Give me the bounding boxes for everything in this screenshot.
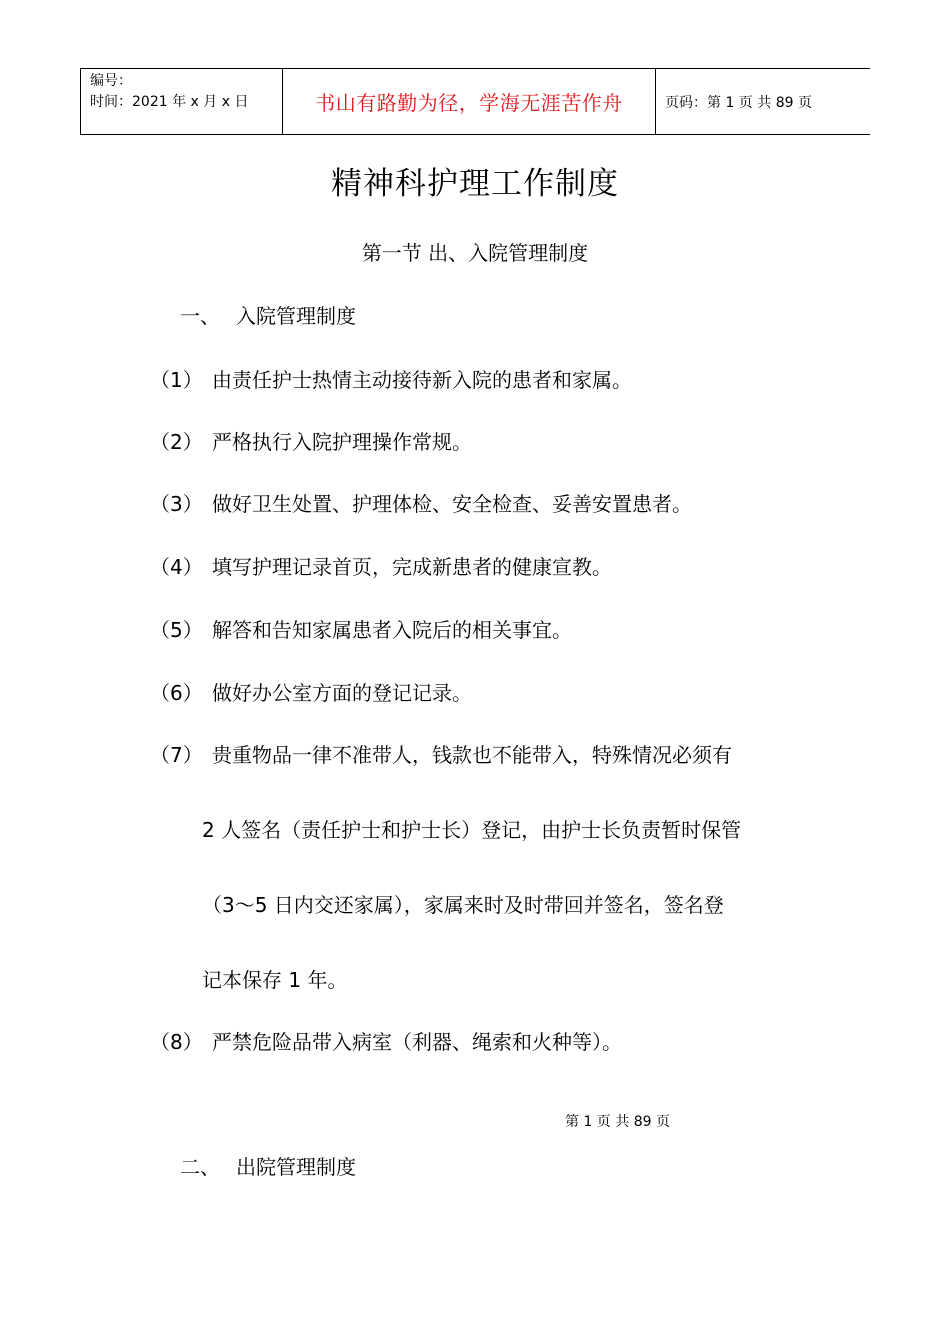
heading-text: 入院管理制度: [236, 304, 356, 328]
time-label: 时间：2021 年 x 月 x 日: [90, 94, 249, 110]
item-text: 由责任护士热情主动接待新入院的患者和家属。: [212, 368, 632, 392]
item-continuation-line: 记本保存 1 年。: [202, 968, 348, 992]
header-meta-cell: [81, 69, 283, 134]
heading-admission: [180, 301, 356, 331]
item-number: （2）: [150, 430, 203, 454]
heading-number: 二、: [180, 1155, 220, 1179]
header-page-cell: [656, 69, 870, 134]
item-text: 解答和告知家属患者入院后的相关事宜。: [212, 618, 572, 642]
item-number: （5）: [150, 618, 203, 642]
item-text: 严禁危险品带入病室（利器、绳索和火种等）。: [212, 1030, 622, 1054]
list-item: [150, 740, 732, 770]
page-footer: 第 1 页 共 89 页: [565, 1114, 670, 1130]
list-item: [150, 365, 632, 395]
document-title: 精神科护理工作制度: [331, 166, 619, 202]
document-header: [80, 68, 870, 135]
heading-discharge: [180, 1152, 356, 1182]
item-text: 贵重物品一律不准带人，钱款也不能带入，特殊情况必须有: [212, 743, 732, 767]
item-number: （1）: [150, 368, 203, 392]
list-item: [150, 427, 472, 457]
item-number: （3）: [150, 492, 203, 516]
item-continuation-line: （3～5 日内交还家属），家属来时及时带回并签名，签名登: [202, 893, 724, 917]
item-number: （6）: [150, 681, 203, 705]
item-text: 做好办公室方面的登记记录。: [212, 681, 472, 705]
item-text: 填写护理记录首页，完成新患者的健康宣教。: [212, 555, 612, 579]
list-item: [150, 615, 572, 645]
section-title: 第一节 出、入院管理制度: [361, 241, 589, 265]
number-label: 编号：: [90, 73, 132, 89]
item-continuation-line: 2 人签名（责任护士和护士长）登记，由护士长负责暂时保管: [202, 818, 742, 842]
item-number: （4）: [150, 555, 203, 579]
item-number: （7）: [150, 743, 203, 767]
heading-number: 一、: [180, 304, 220, 328]
header-motto-cell: [283, 69, 656, 134]
list-item: [150, 678, 472, 708]
list-item: [150, 489, 692, 519]
item-text: 做好卫生处置、护理体检、安全检查、妥善安置患者。: [212, 492, 692, 516]
motto-text: 书山有路勤为径，学海无涯苦作舟: [315, 91, 623, 115]
item-text: 严格执行入院护理操作常规。: [212, 430, 472, 454]
page-code: 页码：第 1 页 共 89 页: [665, 94, 812, 111]
list-item: [150, 1027, 622, 1057]
list-item: [150, 552, 612, 582]
item-number: （8）: [150, 1030, 203, 1054]
heading-text: 出院管理制度: [236, 1155, 356, 1179]
